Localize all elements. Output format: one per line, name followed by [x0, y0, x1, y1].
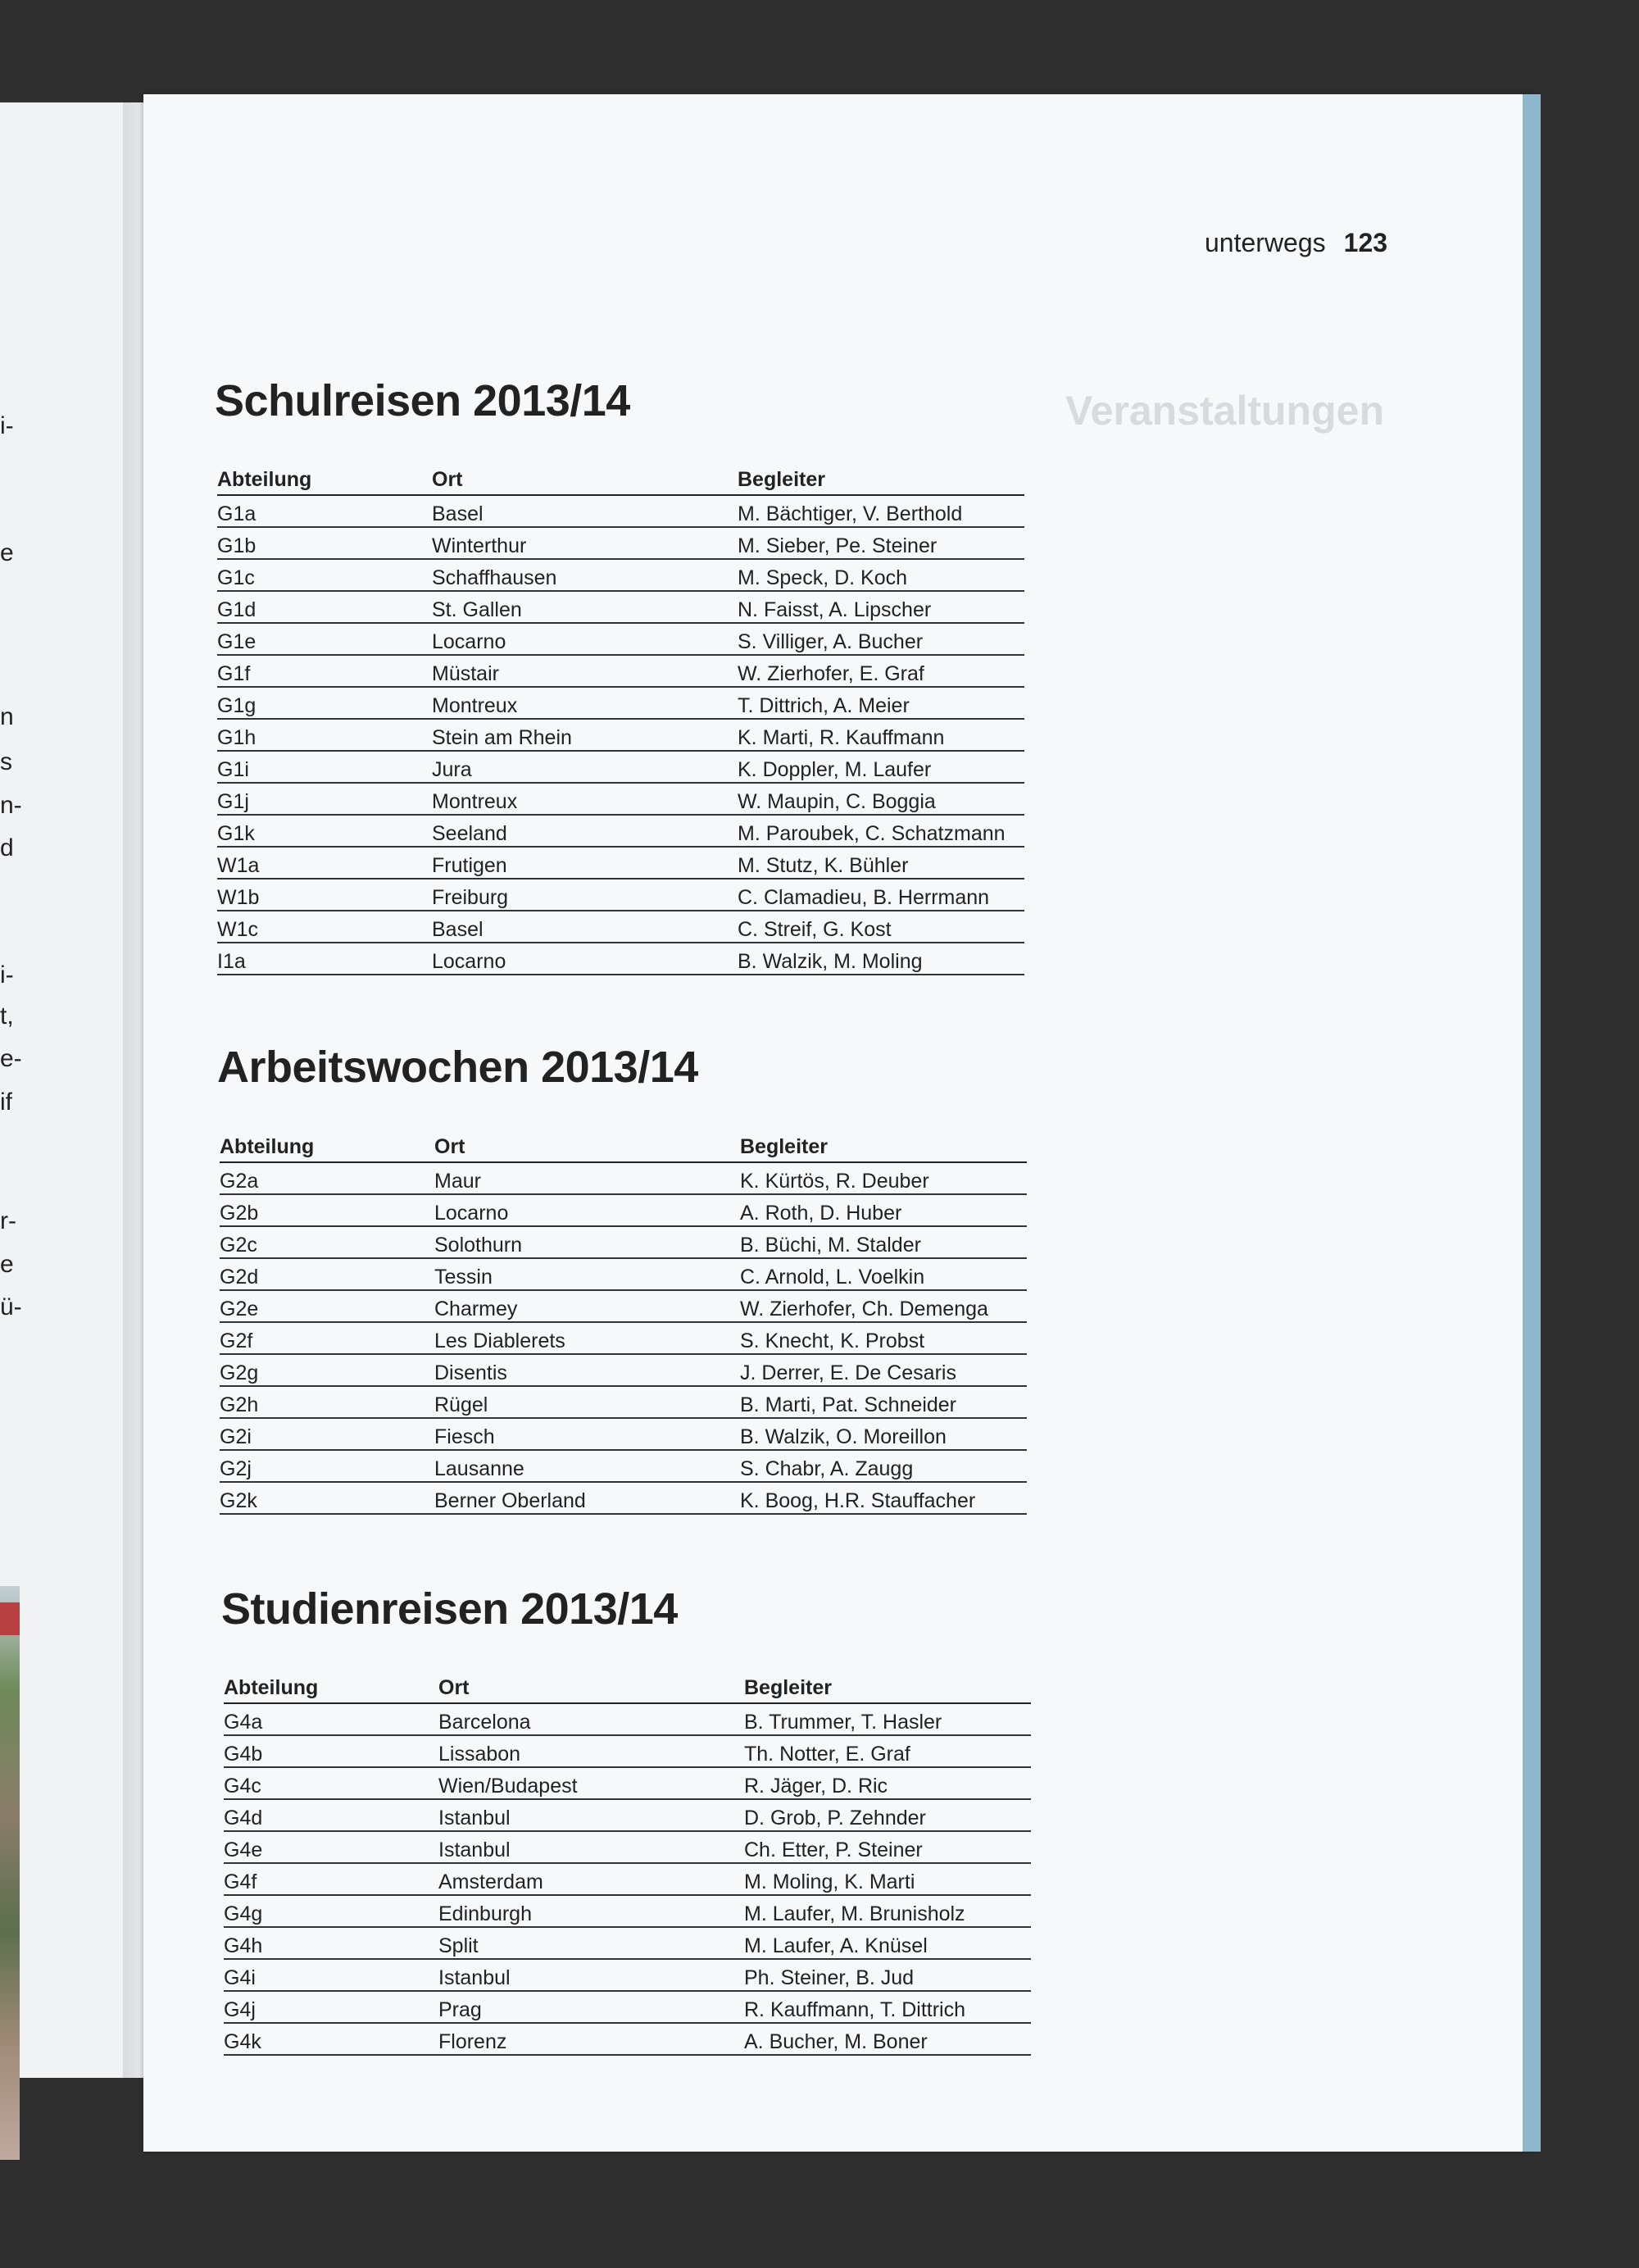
cell-ort: Locarno [434, 1194, 740, 1226]
cell-begleiter: W. Maupin, C. Boggia [738, 783, 1024, 815]
cell-abteilung: G4g [224, 1895, 438, 1927]
cell-ort: Seeland [432, 815, 738, 847]
cell-begleiter: B. Büchi, M. Stalder [740, 1226, 1027, 1258]
column-header: Begleiter [738, 464, 1024, 495]
cell-abteilung: G1d [217, 591, 432, 623]
cell-ort: Florenz [438, 2023, 744, 2055]
cell-abteilung: G4h [224, 1927, 438, 1959]
cell-ort: Berner Oberland [434, 1482, 740, 1514]
cell-begleiter: B. Trummer, T. Hasler [744, 1703, 1031, 1735]
arbeitswochen-table [220, 1131, 1027, 1515]
cell-abteilung: W1b [217, 879, 432, 911]
cell-ort: Split [438, 1927, 744, 1959]
cell-ort: Wien/Budapest [438, 1767, 744, 1799]
cell-begleiter: W. Zierhofer, Ch. Demenga [740, 1290, 1027, 1322]
cell-begleiter: K. Doppler, M. Laufer [738, 751, 1024, 783]
cell-begleiter: B. Walzik, M. Moling [738, 943, 1024, 975]
table-row [217, 911, 1024, 943]
cell-begleiter: W. Zierhofer, E. Graf [738, 655, 1024, 687]
cell-ort: Locarno [432, 943, 738, 975]
section-title-studienreisen: Studienreisen 2013/14 [221, 1584, 678, 1634]
studienreisen-table [224, 1672, 1031, 2056]
cell-begleiter: Th. Notter, E. Graf [744, 1735, 1031, 1767]
cell-ort: Edinburgh [438, 1895, 744, 1927]
page-number: 123 [1343, 228, 1388, 257]
table-row [224, 1735, 1031, 1767]
cell-abteilung: G2i [220, 1418, 434, 1450]
left-page-text-fragment: t, [0, 1002, 14, 1029]
cell-abteilung: G4i [224, 1959, 438, 1991]
left-page-text-fragment: i- [0, 961, 14, 989]
table-row [217, 719, 1024, 751]
cell-abteilung: G4c [224, 1767, 438, 1799]
left-page-text-fragment: if [0, 1089, 12, 1116]
left-page-text-fragment: d [0, 834, 14, 861]
column-header: Ort [432, 464, 738, 495]
column-header: Abteilung [224, 1672, 438, 1703]
table-row [224, 1927, 1031, 1959]
cell-abteilung: W1a [217, 847, 432, 879]
column-header: Ort [434, 1131, 740, 1162]
cell-begleiter: M. Bächtiger, V. Berthold [738, 495, 1024, 527]
cell-begleiter: B. Walzik, O. Moreillon [740, 1418, 1027, 1450]
cell-begleiter: M. Laufer, M. Brunisholz [744, 1895, 1031, 1927]
cell-abteilung: G1e [217, 623, 432, 655]
cell-abteilung: G4e [224, 1831, 438, 1863]
table-row [217, 879, 1024, 911]
left-page-text-fragment: n- [0, 792, 22, 819]
cell-ort: Frutigen [432, 847, 738, 879]
table-row [220, 1258, 1027, 1290]
cell-begleiter: R. Jäger, D. Ric [744, 1767, 1031, 1799]
table-row [220, 1354, 1027, 1386]
cell-ort: Montreux [432, 687, 738, 719]
cell-abteilung: G4a [224, 1703, 438, 1735]
cell-begleiter: R. Kauffmann, T. Dittrich [744, 1991, 1031, 2023]
cell-begleiter: S. Chabr, A. Zaugg [740, 1450, 1027, 1482]
cell-begleiter: B. Marti, Pat. Schneider [740, 1386, 1027, 1418]
page-edge [1523, 94, 1541, 2152]
cell-ort: Prag [438, 1991, 744, 2023]
cell-abteilung: G1c [217, 559, 432, 591]
cell-ort: Amsterdam [438, 1863, 744, 1895]
cell-abteilung: G1i [217, 751, 432, 783]
table-row [220, 1450, 1027, 1482]
left-page-text-fragment: ü- [0, 1293, 22, 1320]
cell-abteilung: W1c [217, 911, 432, 943]
cell-ort: Schaffhausen [432, 559, 738, 591]
table-row [224, 1703, 1031, 1735]
cell-abteilung: G2d [220, 1258, 434, 1290]
cell-ort: Barcelona [438, 1703, 744, 1735]
cell-abteilung: G2h [220, 1386, 434, 1418]
cell-ort: Istanbul [438, 1959, 744, 1991]
left-page-photo [0, 1586, 20, 2160]
cell-begleiter: M. Stutz, K. Bühler [738, 847, 1024, 879]
cell-abteilung: G4d [224, 1799, 438, 1831]
cell-begleiter: C. Streif, G. Kost [738, 911, 1024, 943]
cell-begleiter: K. Kürtös, R. Deuber [740, 1162, 1027, 1194]
cell-ort: Lissabon [438, 1735, 744, 1767]
running-head [1205, 228, 1387, 258]
table-row [217, 751, 1024, 783]
table-row [224, 1863, 1031, 1895]
cell-abteilung: G2c [220, 1226, 434, 1258]
table-row [224, 1831, 1031, 1863]
cell-abteilung: G1k [217, 815, 432, 847]
cell-ort: Winterthur [432, 527, 738, 559]
section-title-schulreisen: Schulreisen 2013/14 [215, 376, 630, 425]
cell-begleiter: J. Derrer, E. De Cesaris [740, 1354, 1027, 1386]
cell-abteilung: G1f [217, 655, 432, 687]
left-page-text-fragment: s [0, 748, 12, 775]
cell-begleiter: M. Laufer, A. Knüsel [744, 1927, 1031, 1959]
cell-begleiter: K. Boog, H.R. Stauffacher [740, 1482, 1027, 1514]
table-row [217, 559, 1024, 591]
cell-begleiter: M. Moling, K. Marti [744, 1863, 1031, 1895]
cell-abteilung: G4k [224, 2023, 438, 2055]
cell-abteilung: G2k [220, 1482, 434, 1514]
cell-abteilung: G2e [220, 1290, 434, 1322]
cell-ort: Lausanne [434, 1450, 740, 1482]
cell-begleiter: Ch. Etter, P. Steiner [744, 1831, 1031, 1863]
table-row [220, 1418, 1027, 1450]
table-row [220, 1322, 1027, 1354]
table-row [224, 1767, 1031, 1799]
section-label: unterwegs [1205, 228, 1326, 257]
cell-begleiter: D. Grob, P. Zehnder [744, 1799, 1031, 1831]
table-row [224, 1895, 1031, 1927]
left-page-text-fragment: e [0, 539, 14, 566]
table-row [220, 1162, 1027, 1194]
column-header: Begleiter [740, 1131, 1027, 1162]
table-row [220, 1194, 1027, 1226]
bleed-through-heading: Veranstaltungen [1065, 388, 1384, 434]
cell-ort: Basel [432, 495, 738, 527]
cell-begleiter: M. Speck, D. Koch [738, 559, 1024, 591]
table-row [217, 495, 1024, 527]
cell-begleiter: N. Faisst, A. Lipscher [738, 591, 1024, 623]
table-row [224, 2023, 1031, 2055]
cell-ort: Stein am Rhein [432, 719, 738, 751]
cell-ort: Les Diablerets [434, 1322, 740, 1354]
table-row [217, 527, 1024, 559]
cell-abteilung: G2f [220, 1322, 434, 1354]
cell-abteilung: G2j [220, 1450, 434, 1482]
cell-begleiter: S. Knecht, K. Probst [740, 1322, 1027, 1354]
cell-begleiter: A. Bucher, M. Boner [744, 2023, 1031, 2055]
cell-ort: Rügel [434, 1386, 740, 1418]
column-header: Ort [438, 1672, 744, 1703]
cell-ort: Istanbul [438, 1831, 744, 1863]
table-row [220, 1226, 1027, 1258]
table-row [224, 1991, 1031, 2023]
cell-begleiter: M. Sieber, Pe. Steiner [738, 527, 1024, 559]
cell-abteilung: G2a [220, 1162, 434, 1194]
cell-begleiter: S. Villiger, A. Bucher [738, 623, 1024, 655]
column-header: Begleiter [744, 1672, 1031, 1703]
cell-ort: Tessin [434, 1258, 740, 1290]
cell-abteilung: G4j [224, 1991, 438, 2023]
section-title-arbeitswochen: Arbeitswochen 2013/14 [217, 1043, 698, 1092]
left-page-text-fragment: n [0, 703, 14, 730]
table-row [224, 1959, 1031, 1991]
table-row [220, 1386, 1027, 1418]
table-row [217, 655, 1024, 687]
cell-ort: Solothurn [434, 1226, 740, 1258]
table-row [217, 687, 1024, 719]
cell-ort: Fiesch [434, 1418, 740, 1450]
cell-ort: Jura [432, 751, 738, 783]
cell-ort: Istanbul [438, 1799, 744, 1831]
cell-ort: Müstair [432, 655, 738, 687]
left-page-text-fragment: i- [0, 412, 14, 439]
table-row [217, 815, 1024, 847]
cell-begleiter: A. Roth, D. Huber [740, 1194, 1027, 1226]
table-row [224, 1799, 1031, 1831]
cell-abteilung: G1b [217, 527, 432, 559]
left-page-text-fragment: r- [0, 1207, 16, 1234]
cell-ort: St. Gallen [432, 591, 738, 623]
left-page-text-fragment: e- [0, 1045, 22, 1072]
cell-abteilung: G1g [217, 687, 432, 719]
cell-ort: Maur [434, 1162, 740, 1194]
cell-ort: Basel [432, 911, 738, 943]
cell-begleiter: Ph. Steiner, B. Jud [744, 1959, 1031, 1991]
cell-abteilung: G1j [217, 783, 432, 815]
table-row [217, 623, 1024, 655]
table-row [220, 1290, 1027, 1322]
schulreisen-table [217, 464, 1024, 975]
table-row [217, 847, 1024, 879]
cell-begleiter: T. Dittrich, A. Meier [738, 687, 1024, 719]
cell-begleiter: K. Marti, R. Kauffmann [738, 719, 1024, 751]
cell-ort: Freiburg [432, 879, 738, 911]
cell-abteilung: I1a [217, 943, 432, 975]
cell-abteilung: G1a [217, 495, 432, 527]
table-row [217, 591, 1024, 623]
table-row [217, 943, 1024, 975]
table-row [220, 1482, 1027, 1514]
cell-begleiter: M. Paroubek, C. Schatzmann [738, 815, 1024, 847]
cell-ort: Charmey [434, 1290, 740, 1322]
cell-ort: Disentis [434, 1354, 740, 1386]
cell-abteilung: G4b [224, 1735, 438, 1767]
cell-abteilung: G2b [220, 1194, 434, 1226]
cell-begleiter: C. Clamadieu, B. Herrmann [738, 879, 1024, 911]
column-header: Abteilung [220, 1131, 434, 1162]
cell-abteilung: G4f [224, 1863, 438, 1895]
left-page-text-fragment: e [0, 1251, 14, 1278]
column-header: Abteilung [217, 464, 432, 495]
cell-ort: Locarno [432, 623, 738, 655]
cell-abteilung: G1h [217, 719, 432, 751]
cell-abteilung: G2g [220, 1354, 434, 1386]
cell-begleiter: C. Arnold, L. Voelkin [740, 1258, 1027, 1290]
table-row [217, 783, 1024, 815]
cell-ort: Montreux [432, 783, 738, 815]
